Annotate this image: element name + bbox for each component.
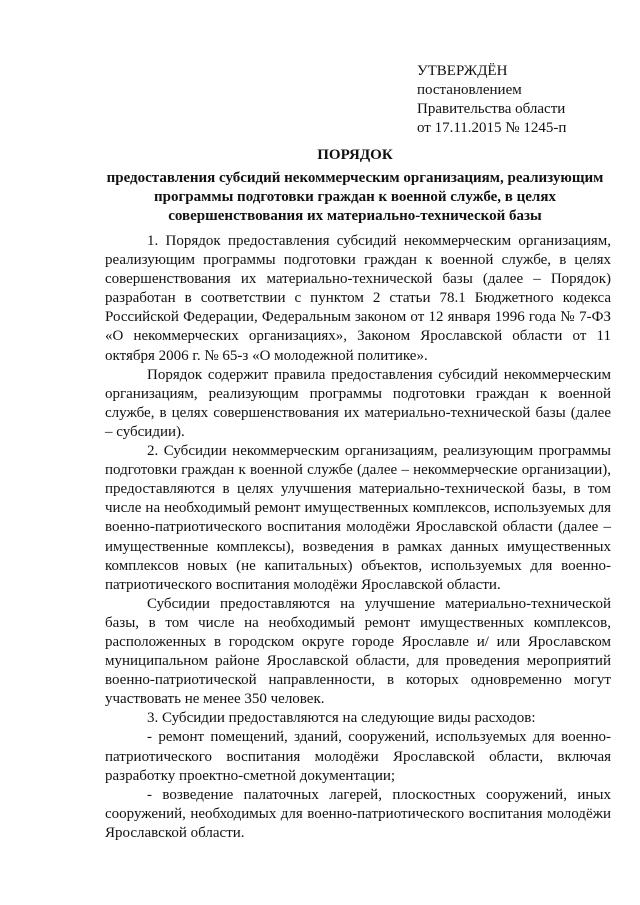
approval-authority: Правительства области <box>417 101 566 117</box>
paragraph-2: Порядок содержит правила предоставления субсидий некоммерческим организациям, реализующим программы подготовки граждан к военной службе, в целях совершенствования их материально-технической базы (далее – субсидии). <box>105 366 611 440</box>
document-subtitle-line-1: предоставления субсидий некоммерческим организациям, реализующим <box>106 170 604 186</box>
approval-status: УТВЕРЖДЁН <box>417 63 508 79</box>
approval-stamp <box>417 62 566 138</box>
document-body <box>105 232 611 843</box>
document-title-block <box>100 146 610 226</box>
paragraph-4: Субсидии предоставляются на улучшение материально-технической базы, в том числе на необходимый ремонт имущественных комплексов, расположенных в городском округе городе Ярославле и/ или Ярославском муниципальном районе Ярославской области, для проведения мероприятий военно-патриотической направленности, в которых одновременно могут участвовать не менее 350 человек. <box>105 595 611 708</box>
paragraph-1: 1. Порядок предоставления субсидий некоммерческим организациям, реализующим программы подготовки граждан к военной службе, в целях совершенствования их материально-технической базы (далее – Порядок) разработан в соответствии с пунктом 2 статьи 78.1 Бюджетного кодекса Российской Федерации, Федеральным законом от 12 января 1996 года № 7-ФЗ «О некоммерческих организациях», Законом Ярославской области от 11 октября 2006 г. № 65-з «О молодежной политике». <box>105 233 611 364</box>
paragraph-3: 2. Субсидии некоммерческим организациям, реализующим программы подготовки граждан к военной службе (далее – некоммерческие организации), предоставляются в целях улучшения материально-технической базы, в том числе на необходимый ремонт имущественных комплексов, используемых для военно-патриотического воспитания молодёжи Ярославской области (далее – имущественные комплексы), возведения в рамках данных имущественных комплексов новых (не капитальных) объектов, используемых для военно-патриотического воспитания молодёжи Ярославской области. <box>105 443 611 593</box>
document-title: ПОРЯДОК <box>317 147 393 163</box>
document-subtitle-line-2: программы подготовки граждан к военной службе, в целях <box>154 189 556 205</box>
paragraph-5: 3. Субсидии предоставляются на следующие виды расходов: <box>147 710 536 727</box>
document-subtitle-line-3: совершенствования их материально-технической базы <box>168 208 542 224</box>
approval-doc-type: постановлением <box>417 82 522 98</box>
paragraph-6: - ремонт помещений, зданий, сооружений, используемых для военно-патриотического воспитания молодёжи Ярославской области, включая разработку проектно-сметной документации; <box>105 729 611 784</box>
paragraph-7: - возведение палаточных лагерей, плоскостных сооружений, иных сооружений, необходимых для военно-патриотического воспитания молодёжи Ярославской области. <box>105 786 611 841</box>
approval-date-number: от 17.11.2015 № 1245-п <box>417 120 567 136</box>
